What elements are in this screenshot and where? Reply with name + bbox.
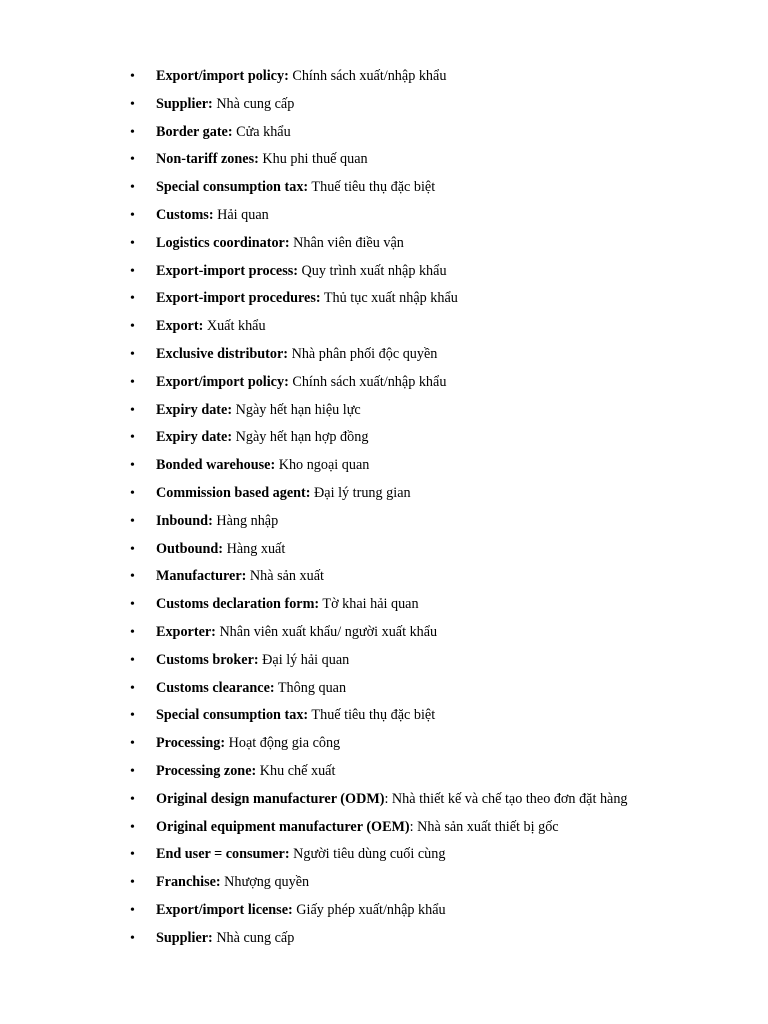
list-item — [130, 536, 750, 564]
bullet-icon: • — [130, 374, 135, 390]
glossary-definition: Nhà phân phối độc quyền — [288, 345, 438, 362]
bullet-icon: • — [130, 652, 135, 668]
glossary-definition: Hoạt động gia công — [225, 735, 341, 752]
bullet-icon: • — [130, 152, 135, 168]
glossary-term: Export/import license: — [156, 901, 293, 918]
bullet-icon: • — [130, 569, 135, 585]
glossary-definition: Nhân viên điều vận — [289, 234, 404, 251]
glossary-definition: Hàng nhập — [212, 512, 279, 529]
glossary-definition: Nhà sản xuất — [246, 568, 324, 585]
bullet-icon: • — [130, 96, 135, 112]
bullet-icon: • — [130, 930, 135, 946]
glossary-definition: Nhượng quyền — [220, 874, 310, 891]
glossary-term: Special consumption tax: — [156, 707, 309, 724]
bullet-icon: • — [130, 513, 135, 529]
glossary-term: Exporter: — [156, 623, 216, 640]
list-item — [130, 258, 750, 286]
glossary-term: Original equipment manufacturer (OEM) — [156, 818, 410, 835]
glossary-term: Export-import procedures: — [156, 290, 321, 307]
glossary-definition: Xuất khẩu — [203, 318, 266, 335]
bullet-icon: • — [130, 763, 135, 779]
glossary-term: Manufacturer: — [156, 568, 247, 585]
bullet-icon: • — [130, 819, 135, 835]
glossary-definition: Khu chế xuất — [256, 762, 336, 779]
bullet-icon: • — [130, 124, 135, 140]
glossary-definition: : Nhà thiết kế và chế tạo theo đơn đặt hàng — [384, 790, 628, 807]
list-item — [130, 647, 750, 675]
glossary-definition: Thuế tiêu thụ đặc biệt — [308, 707, 436, 724]
list-item — [130, 786, 750, 814]
glossary-definition: Đại lý trung gian — [310, 484, 411, 501]
glossary-term: Customs broker: — [156, 651, 259, 668]
glossary-term: Export-import process: — [156, 262, 298, 279]
bullet-icon: • — [130, 207, 135, 223]
list-item — [130, 591, 750, 619]
list-item — [130, 702, 750, 730]
bullet-icon: • — [130, 430, 135, 446]
bullet-icon: • — [130, 291, 135, 307]
bullet-icon: • — [130, 263, 135, 279]
list-item — [130, 91, 750, 119]
bullet-icon: • — [130, 69, 135, 84]
list-item — [130, 397, 750, 425]
bullet-icon: • — [130, 180, 135, 196]
list-item — [130, 63, 750, 91]
glossary-definition: Thuế tiêu thụ đặc biệt — [308, 179, 436, 196]
glossary-term: End user = consumer: — [156, 846, 290, 863]
glossary-term: Exclusive distributor: — [156, 345, 289, 362]
glossary-definition: Thủ tục xuất nhập khẩu — [320, 290, 458, 307]
bullet-icon: • — [130, 708, 135, 724]
glossary-term: Customs declaration form: — [156, 596, 320, 613]
glossary-term: Customs: — [156, 206, 214, 223]
glossary-definition: Cửa khẩu — [232, 123, 291, 140]
glossary-term: Original design manufacturer (ODM) — [156, 790, 385, 807]
glossary-definition: Tờ khai hải quan — [319, 596, 419, 613]
glossary-term: Commission based agent: — [156, 484, 311, 501]
glossary-definition: Thông quan — [274, 679, 347, 696]
bullet-icon: • — [130, 235, 135, 251]
glossary-definition: Giấy phép xuất/nhập khẩu — [292, 901, 446, 918]
bullet-icon: • — [130, 902, 135, 918]
list-item — [130, 730, 750, 758]
list-item — [130, 619, 750, 647]
list-item — [130, 675, 750, 703]
glossary-definition: Quy trình xuất nhập khẩu — [298, 262, 447, 279]
glossary-term: Expiry date: — [156, 429, 233, 446]
glossary-term: Export/import policy: — [156, 373, 289, 390]
glossary-term: Border gate: — [156, 123, 233, 140]
list-item — [130, 480, 750, 508]
list-item — [130, 202, 750, 230]
list-item — [130, 897, 750, 925]
glossary-term: Franchise: — [156, 874, 221, 891]
glossary-definition: Khu phi thuế quan — [258, 151, 368, 168]
glossary-term: Processing: — [156, 735, 226, 752]
glossary-term: Export/import policy: — [156, 68, 289, 84]
glossary-term: Logistics coordinator: — [156, 234, 290, 251]
list-item — [130, 369, 750, 397]
glossary-term: Non-tariff zones: — [156, 151, 259, 168]
bullet-icon: • — [130, 597, 135, 613]
list-item — [130, 174, 750, 202]
glossary-definition: Hải quan — [213, 206, 269, 223]
list-item — [130, 563, 750, 591]
glossary-term: Outbound: — [156, 540, 224, 557]
glossary-definition: Nhà cung cấp — [212, 95, 295, 112]
list-item — [130, 814, 750, 842]
glossary-term: Supplier: — [156, 929, 213, 946]
bullet-icon: • — [130, 847, 135, 863]
bullet-icon: • — [130, 319, 135, 335]
glossary-term: Expiry date: — [156, 401, 233, 418]
bullet-icon: • — [130, 624, 135, 640]
glossary-definition: Nhân viên xuất khẩu/ người xuất khẩu — [215, 623, 438, 640]
list-item — [130, 230, 750, 258]
list-item — [130, 758, 750, 786]
glossary-definition: Ngày hết hạn hợp đồng — [232, 429, 369, 446]
list-item — [130, 452, 750, 480]
list-item — [130, 424, 750, 452]
list-item — [130, 841, 750, 869]
glossary-definition: Người tiêu dùng cuối cùng — [289, 846, 446, 863]
list-item — [130, 925, 750, 953]
bullet-icon: • — [130, 346, 135, 362]
list-item — [130, 119, 750, 147]
glossary-term: Inbound: — [156, 512, 213, 529]
glossary-definition: Ngày hết hạn hiệu lực — [232, 401, 361, 418]
bullet-icon: • — [130, 680, 135, 696]
glossary-list — [130, 63, 750, 953]
glossary-term: Customs clearance: — [156, 679, 275, 696]
glossary-term: Export: — [156, 318, 204, 335]
list-item — [130, 313, 750, 341]
glossary-definition: Nhà cung cấp — [212, 929, 295, 946]
list-item — [130, 869, 750, 897]
bullet-icon: • — [130, 402, 135, 418]
bullet-icon: • — [130, 791, 135, 807]
list-item — [130, 146, 750, 174]
bullet-icon: • — [130, 875, 135, 891]
list-item — [130, 285, 750, 313]
bullet-icon: • — [130, 541, 135, 557]
glossary-definition: Hàng xuất — [223, 540, 286, 557]
glossary-term: Bonded warehouse: — [156, 457, 276, 474]
bullet-icon: • — [130, 458, 135, 474]
glossary-definition: Chính sách xuất/nhập khẩu — [288, 373, 447, 390]
list-item — [130, 341, 750, 369]
bullet-icon: • — [130, 485, 135, 501]
list-item — [130, 508, 750, 536]
glossary-term: Special consumption tax: — [156, 179, 309, 196]
glossary-definition: Đại lý hải quan — [258, 651, 350, 668]
glossary-definition: Kho ngoại quan — [275, 457, 370, 474]
glossary-term: Supplier: — [156, 95, 213, 112]
glossary-term: Processing zone: — [156, 762, 257, 779]
glossary-definition: : Nhà sản xuất thiết bị gốc — [409, 818, 559, 835]
glossary-definition: Chính sách xuất/nhập khẩu — [288, 68, 447, 84]
bullet-icon: • — [130, 736, 135, 752]
